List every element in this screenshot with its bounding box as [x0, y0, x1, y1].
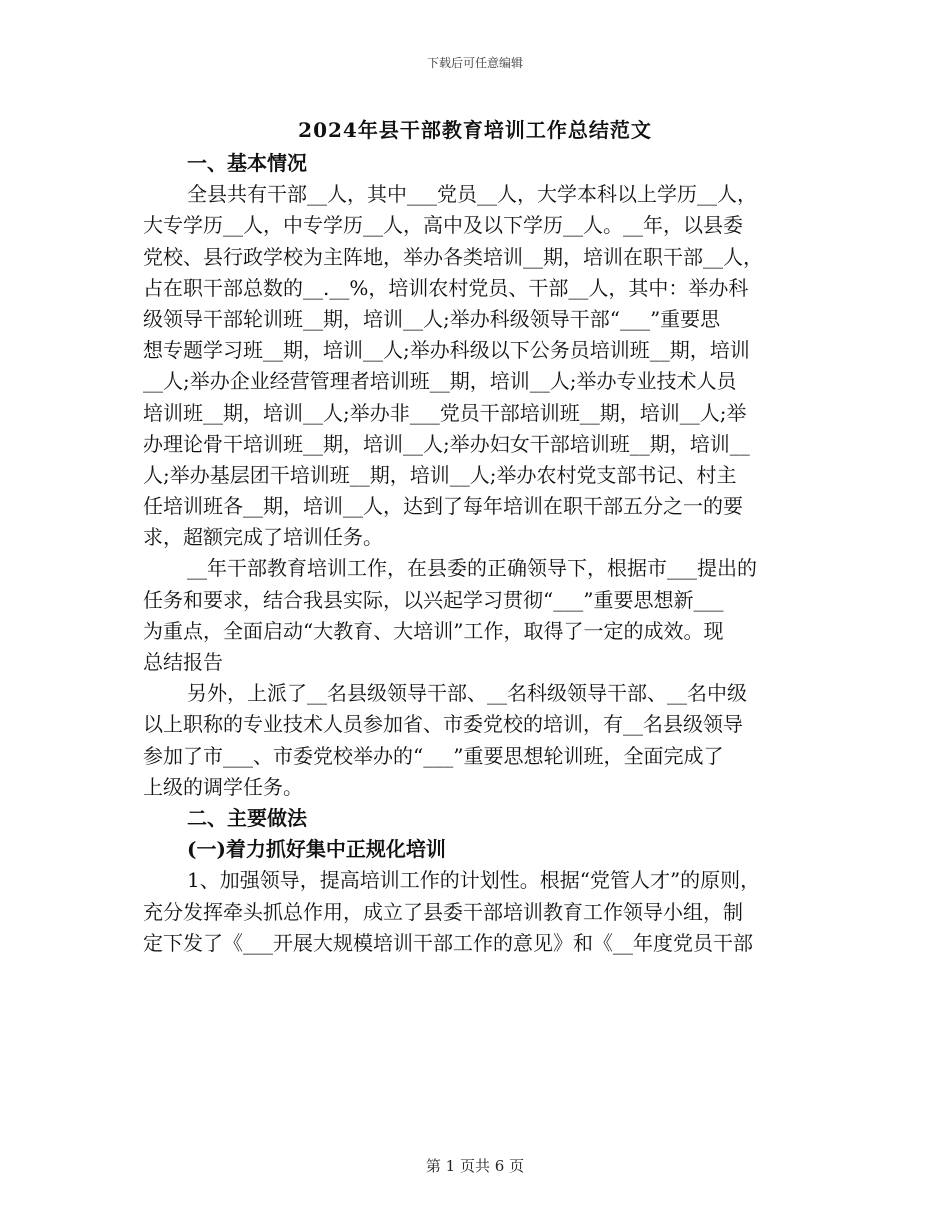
paragraph-line: 1、加强领导，提高培训工作的计划性。根据“党管人才”的原则，	[187, 868, 761, 893]
paragraph-line: 另外，上派了__名县级领导干部、__名科级领导干部、__名中级	[187, 681, 747, 706]
paragraph-line: 级领导干部轮训班__期，培训__人;举办科级领导干部“___”重要思	[143, 306, 721, 331]
paragraph-3	[143, 678, 807, 803]
page-number-footer: 第 1 页共 6 页	[425, 1157, 525, 1175]
paragraph-line: __人;举办企业经营管理者培训班__期，培训__人;举办专业技术人员	[143, 369, 737, 394]
paragraph-line: __年干部教育培训工作，在县委的正确领导下，根据市___提出的	[187, 556, 757, 581]
paragraph-4	[143, 865, 807, 959]
paragraph-line: 培训班__期，培训__人;举办非___党员干部培训班__期，培训__人;举	[143, 400, 747, 425]
section-heading-basic-situation: 一、基本情况	[187, 151, 307, 175]
document-body	[143, 148, 807, 959]
paragraph-line: 总结报告	[143, 650, 223, 674]
paragraph-line: 占在职干部总数的__.__%，培训农村党员、干部__人，其中：举办科	[143, 275, 749, 300]
paragraph-line: 定下发了《___开展大规模培训干部工作的意见》和《__年度党员干部	[143, 930, 753, 955]
paragraph-line: 充分发挥牵头抓总作用，成立了县委干部培训教育工作领导小组，制	[143, 899, 743, 924]
paragraph-line: 全县共有干部__人，其中___党员__人，大学本科以上学历__人，	[187, 182, 757, 207]
paragraph-line: 任务和要求，结合我县实际，以兴起学习贯彻“___”重要思想新___	[143, 587, 724, 612]
subsection-heading-centralized-training: (一)着力抓好集中正规化培训	[187, 837, 446, 862]
page-header-note: 下载后可任意编辑	[426, 56, 523, 70]
paragraph-line: 上级的调学任务。	[143, 774, 303, 799]
paragraph-line: 以上职称的专业技术人员参加省、市委党校的培训，有__名县级领导	[143, 712, 743, 737]
section-heading-main-practices: 二、主要做法	[187, 805, 307, 830]
paragraph-line: 为重点，全面启动“大教育、大培训”工作，取得了一定的成效。现	[143, 618, 724, 643]
paragraph-line: 参加了市___、市委党校举办的“___”重要思想轮训班，全面完成了	[143, 743, 724, 768]
paragraph-line: 人;举办基层团干培训班__期，培训__人;举办农村党支部书记、村主	[143, 462, 737, 487]
paragraph-line: 办理论骨干培训班__期，培训__人;举办妇女干部培训班__期，培训__	[143, 431, 750, 456]
paragraph-line: 想专题学习班__期，培训__人;举办科级以下公务员培训班__期，培训	[143, 338, 750, 363]
paragraph-2	[143, 553, 807, 678]
paragraph-line: 任培训班各__期，培训__人，达到了每年培训在职干部五分之一的要	[143, 494, 743, 519]
document-title: 2024年县干部教育培训工作总结范文	[298, 118, 652, 142]
paragraph-line: 求，超额完成了培训任务。	[143, 525, 383, 550]
paragraph-1	[143, 179, 807, 553]
paragraph-line: 党校、县行政学校为主阵地，举办各类培训__期，培训在职干部__人，	[143, 244, 763, 269]
paragraph-line: 大专学历__人，中专学历__人，高中及以下学历__人。__年，以县委	[143, 213, 743, 238]
